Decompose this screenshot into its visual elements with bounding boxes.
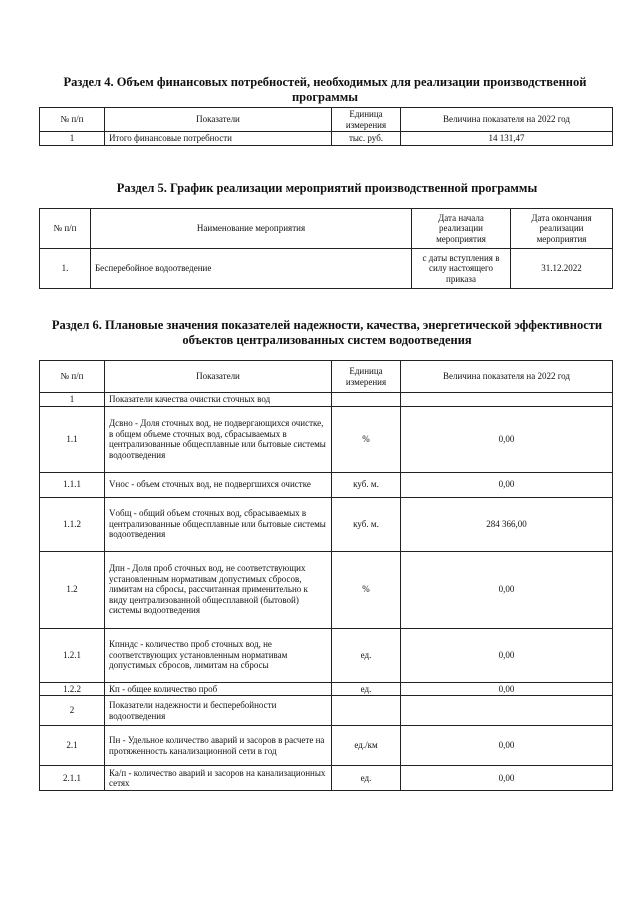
table-row xyxy=(40,628,613,682)
row-value xyxy=(401,393,613,407)
row-indicator: Ка/п - количество аварий и засоров на канализационных сетях xyxy=(105,766,332,791)
table-header-row xyxy=(40,361,613,393)
table-row xyxy=(40,406,613,472)
col-unit: Единица измерения xyxy=(332,108,401,132)
row-num: 2 xyxy=(40,696,105,726)
row-unit: тыс. руб. xyxy=(332,132,401,146)
section5-table xyxy=(39,208,613,289)
col-start: Дата начала реализации мероприятия xyxy=(412,209,511,249)
table-header-row xyxy=(40,209,613,249)
row-unit: куб. м. xyxy=(332,472,401,497)
row-unit xyxy=(332,393,401,407)
section6-title: Раздел 6. Плановые значения показателей надежности, качества, энергетической эффективности объектов централизованных систем водоотведения xyxy=(51,318,603,347)
row-value xyxy=(401,696,613,726)
row-value: 14 131,47 xyxy=(401,132,613,146)
row-value: 0,00 xyxy=(401,551,613,628)
col-name: Наименование мероприятия xyxy=(91,209,412,249)
col-num: № п/п xyxy=(40,209,91,249)
table-row xyxy=(40,249,613,289)
row-num: 1 xyxy=(40,132,105,146)
row-indicator: Дсвно - Доля сточных вод, не подвергающихся очистке, в общем объеме сточных вод, сбрасываемых в централизованные общесплавные или бытовые системы водоотведения xyxy=(105,406,332,472)
col-end: Дата окончания реализации мероприятия xyxy=(511,209,613,249)
table-row xyxy=(40,766,613,791)
table-row xyxy=(40,696,613,726)
row-unit: ед. xyxy=(332,766,401,791)
section6-table xyxy=(39,360,613,791)
row-end: 31.12.2022 xyxy=(511,249,613,289)
row-indicator: Показатели надежности и бесперебойности водоотведения xyxy=(105,696,332,726)
row-num: 2.1.1 xyxy=(40,766,105,791)
row-unit: % xyxy=(332,406,401,472)
row-value: 0,00 xyxy=(401,726,613,766)
table-header-row xyxy=(40,108,613,132)
row-name: Бесперебойное водоотведение xyxy=(91,249,412,289)
row-indicator: Итого финансовые потребности xyxy=(105,132,332,146)
row-unit: ед. xyxy=(332,628,401,682)
row-num: 1.1.1 xyxy=(40,472,105,497)
row-unit: ед. xyxy=(332,682,401,696)
row-indicator: Кпнндс - количество проб сточных вод, не соответствующих установленным нормативам допустимых сбросов, лимитам на сбросы xyxy=(105,628,332,682)
col-indicator: Показатели xyxy=(105,108,332,132)
row-num: 1. xyxy=(40,249,91,289)
table-row xyxy=(40,393,613,407)
table-row xyxy=(40,551,613,628)
row-unit: ед./км xyxy=(332,726,401,766)
row-num: 1.2 xyxy=(40,551,105,628)
row-start: с даты вступления в силу настоящего приказа xyxy=(412,249,511,289)
col-value: Величина показателя на 2022 год xyxy=(401,108,613,132)
section5-title: Раздел 5. График реализации мероприятий производственной программы xyxy=(116,181,538,195)
row-num: 1.1.2 xyxy=(40,497,105,551)
section4-table xyxy=(39,107,613,146)
row-value: 0,00 xyxy=(401,406,613,472)
row-indicator: Vнос - объем сточных вод, не подвергшихся очистке xyxy=(105,472,332,497)
row-num: 1.1 xyxy=(40,406,105,472)
row-num: 1.2.1 xyxy=(40,628,105,682)
col-value: Величина показателя на 2022 год xyxy=(401,361,613,393)
row-unit: куб. м. xyxy=(332,497,401,551)
row-num: 2.1 xyxy=(40,726,105,766)
table-row xyxy=(40,726,613,766)
table-row xyxy=(40,472,613,497)
row-num: 1 xyxy=(40,393,105,407)
table-row xyxy=(40,682,613,696)
row-value: 0,00 xyxy=(401,628,613,682)
row-indicator: Показатели качества очистки сточных вод xyxy=(105,393,332,407)
row-num: 1.2.2 xyxy=(40,682,105,696)
row-unit xyxy=(332,696,401,726)
row-value: 0,00 xyxy=(401,682,613,696)
row-indicator: Кп - общее количество проб xyxy=(105,682,332,696)
row-indicator: Дпн - Доля проб сточных вод, не соответствующих установленным нормативам допустимых сбросов, лимитам на сбросы, рассчитанная применительно к виду централизованной общесплавной (бытовой) системы водоотведения xyxy=(105,551,332,628)
table-row xyxy=(40,497,613,551)
row-value: 0,00 xyxy=(401,766,613,791)
row-indicator: Vобщ - общий объем сточных вод, сбрасываемых в централизованные общесплавные или бытовые системы водоотведения xyxy=(105,497,332,551)
col-indicator: Показатели xyxy=(105,361,332,393)
row-indicator: Пн - Удельное количество аварий и засоров в расчете на протяженность канализационной сети в год xyxy=(105,726,332,766)
col-num: № п/п xyxy=(40,108,105,132)
col-num: № п/п xyxy=(40,361,105,393)
row-value: 284 366,00 xyxy=(401,497,613,551)
section4-title: Раздел 4. Объем финансовых потребностей, необходимых для реализации производственной программы xyxy=(63,75,587,104)
col-unit: Единица измерения xyxy=(332,361,401,393)
table-row xyxy=(40,132,613,146)
row-unit: % xyxy=(332,551,401,628)
row-value: 0,00 xyxy=(401,472,613,497)
